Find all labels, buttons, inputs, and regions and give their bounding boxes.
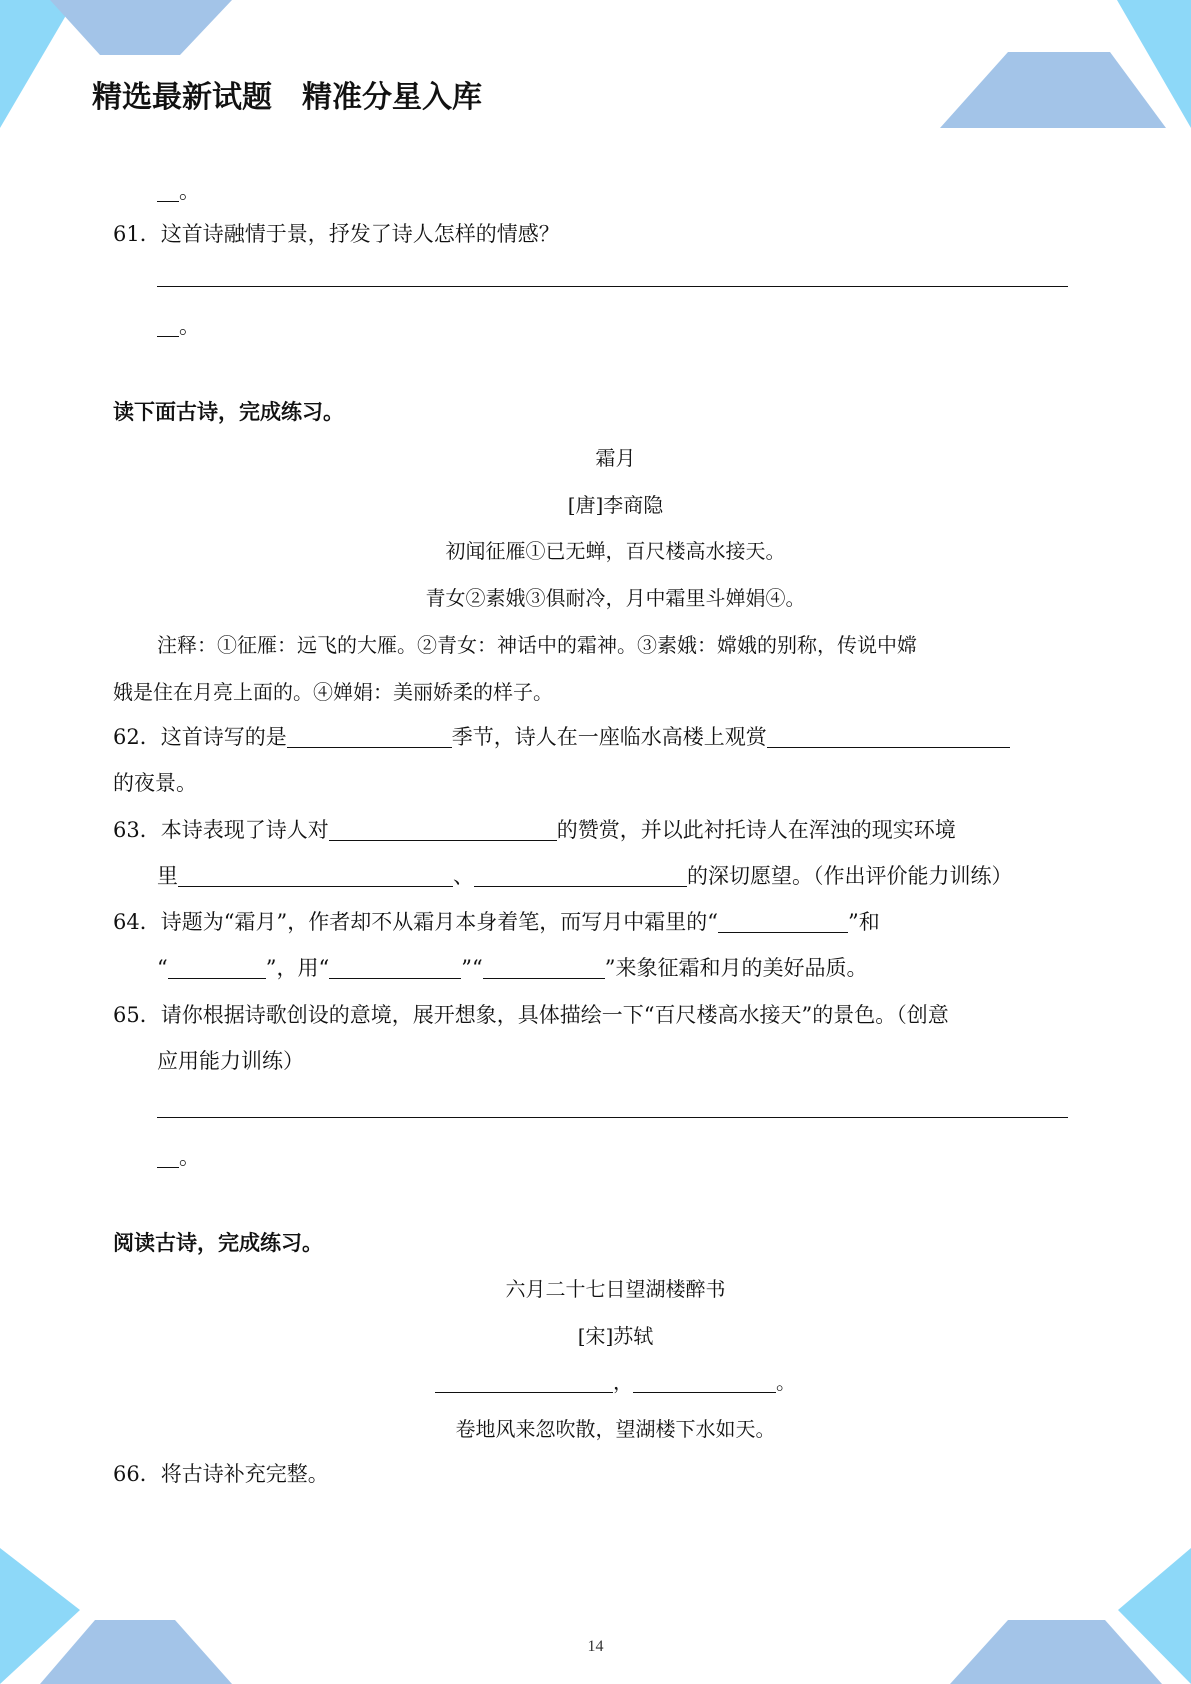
top-right-blue-trapezoid: [940, 52, 1166, 128]
answer-blank[interactable]: [157, 314, 179, 337]
answer-blank[interactable]: [329, 956, 461, 979]
answer-blank[interactable]: [767, 725, 1010, 748]
answer-blank[interactable]: [168, 956, 266, 979]
bottom-left-cyan-triangle: [0, 1548, 80, 1684]
answer-blank[interactable]: [435, 1370, 613, 1393]
answer-blank[interactable]: [633, 1370, 776, 1393]
question-number: 66．: [113, 1462, 161, 1486]
poem-title: 霜月: [595, 446, 636, 470]
answer-blank[interactable]: [483, 956, 605, 979]
q61-end: 。: [157, 311, 200, 341]
question-61: [113, 219, 560, 249]
answer-blank[interactable]: [157, 1145, 179, 1168]
answer-blank[interactable]: [157, 179, 179, 202]
poem-note: 注释：①征雁：远飞的大雁。②青女：神话中的霜神。③素娥：嫦娥的别称，传说中嫦: [157, 633, 917, 657]
section-heading: 读下面古诗，完成练习。: [113, 400, 344, 424]
section-heading: 阅读古诗，完成练习。: [113, 1231, 323, 1255]
question-number: 64．: [113, 910, 161, 934]
q65-continued: 应用能力训练）: [157, 1049, 304, 1073]
poem-title: 六月二十七日望湖楼醉书: [505, 1277, 726, 1301]
answer-line[interactable]: [157, 286, 1068, 287]
answer-blank[interactable]: [474, 864, 687, 887]
poem-line: 初闻征雁①已无蝉，百尺楼高水接天。: [445, 539, 786, 563]
bottom-right-cyan-triangle: [1118, 1548, 1191, 1684]
q62-continued: 的夜景。: [113, 771, 197, 795]
q65-end: 。: [157, 1142, 200, 1172]
poem-author: [唐]李商隐: [567, 493, 664, 517]
top-left-cyan-triangle: [0, 0, 75, 128]
q64-continued: “ ”，用“ ”“ ”来象征霜和月的美好品质。: [157, 956, 868, 980]
question-text: 这首诗融情于景，抒发了诗人怎样的情感？: [160, 222, 560, 246]
answer-blank[interactable]: [329, 818, 557, 841]
page-number: 14: [587, 1638, 604, 1655]
answer-blank[interactable]: [178, 864, 453, 887]
answer-blank[interactable]: [718, 910, 848, 933]
question-64: 64．诗题为“霜月”，作者却不从霜月本身着笔，而写月中霜里的“ ”和: [113, 910, 880, 934]
question-65: 65．请你根据诗歌创设的意境，展开想象，具体描绘一下“百尺楼高水接天”的景色。（创意: [113, 1003, 949, 1027]
poem-blank-line: ， 。: [0, 1366, 1191, 1395]
question-number: 61．: [113, 222, 161, 246]
answer-line[interactable]: [157, 1117, 1068, 1118]
question-number: 65．: [113, 1003, 161, 1027]
q63-continued: 里 、 的深切愿望。（作出评价能力训练）: [157, 864, 1013, 888]
answer-blank[interactable]: [287, 725, 452, 748]
q60-tail: 。: [157, 176, 200, 206]
question-number: 63．: [113, 818, 161, 842]
poem-note: 娥是住在月亮上面的。④婵娟：美丽娇柔的样子。: [113, 680, 553, 704]
top-left-blue-trapezoid: [50, 0, 232, 55]
question-number: 62．: [113, 725, 161, 749]
poem-author: [宋]苏轼: [577, 1324, 654, 1348]
header-title: 精选最新试题 精准分星入库: [92, 80, 482, 115]
poem-line: 卷地风来忽吹散，望湖楼下水如天。: [455, 1417, 776, 1441]
poem-line: 青女②素娥③俱耐冷，月中霜里斗婵娟④。: [425, 586, 806, 610]
top-right-cyan-triangle: [1117, 0, 1191, 128]
question-63: 63．本诗表现了诗人对 的赞赏，并以此衬托诗人在浑浊的现实环境: [113, 818, 956, 842]
question-62: 62．这首诗写的是 季节，诗人在一座临水高楼上观赏: [113, 722, 1010, 752]
question-66: 66．将古诗补充完整。: [113, 1462, 329, 1486]
